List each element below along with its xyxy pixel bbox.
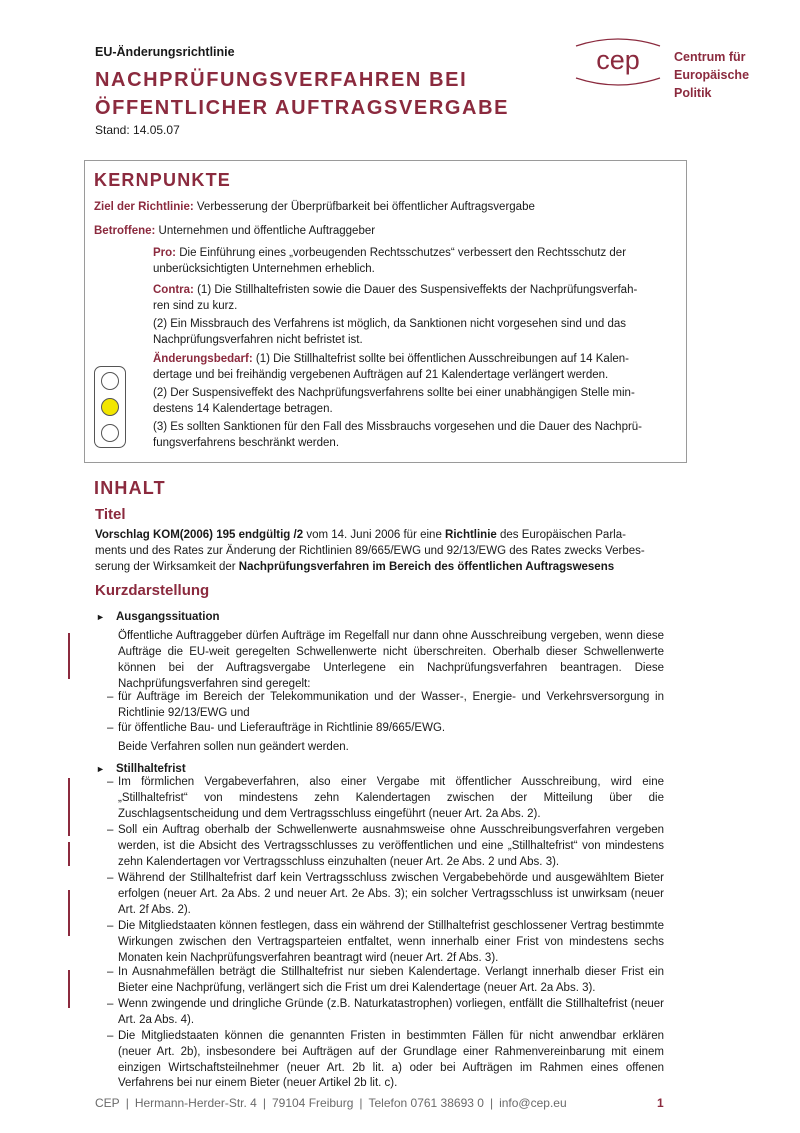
titel-line-2: ments und des Rates zur Änderung der Richtlinien 89/665/EWG und 92/13/EWG des Rates zwecks Verbes- (95, 545, 645, 557)
traffic-light-icon (94, 366, 126, 448)
footer-org: CEP (95, 1096, 120, 1110)
inhalt-heading: INHALT (94, 478, 166, 498)
still-item-2-text: Soll ein Auftrag oberhalb der Schwellenwerte ausnahmsweise ohne Ausschreibungsverfahren vergeben werden, ist die Absicht des Vertragsschlusses zu veröffentlichen und eine „Stillhaltefrist“ von mindestens zehn Kalendertagen vor Vertragsschluss einzuhalten (neuer Art. 2e Abs. 2 und Abs. 3). (118, 824, 664, 868)
ziel-text: Verbesserung der Überprüfbarkeit bei öffentlicher Auftragsvergabe (196, 201, 535, 213)
still-list-item: – Wenn zwingende und dringliche Gründe (z.B. Naturkatastrophen) vorliegen, entfällt die Stillhaltefrist (neuer Art. 2a Abs. 4). (107, 998, 664, 1026)
still-item-5-text: In Ausnahmefällen beträgt die Stillhaltefrist nur sieben Kalendertage. Verlangt innerhalb dieser Frist ein Bieter eine Nachprüfung, verlängert sich die Frist um drei Kalendertage (neuer Art. 2a Abs. 3). (118, 966, 664, 994)
still-list-item: – Die Mitgliedstaaten können die genannten Fristen in bestimmten Fällen für nicht anwendbar erklären (neuer Art. 2b), insbesondere bei Aufträgen auf der Grundlage einer Rahmenvereinbarung mit einem einzigen Wirtschaftsteilnehmer (neuer Art. 2b lit. a) oder bei Aufträgen im Rahmen eines offenen Verfahrens bei nur einem Bieter (neuer Artikel 2b lit. c). (107, 1030, 664, 1090)
betroffene-text: Unternehmen und öffentliche Auftraggeber (158, 225, 376, 237)
aenderung-2-cont: destens 14 Kalendertage betragen. (153, 402, 333, 415)
still-list-item: – In Ausnahmefällen beträgt die Stillhaltefrist nur sieben Kalendertage. Verlangt innerhalb dieser Frist ein Bieter eine Nachprüfung, verlängert sich die Frist um drei Kalendertage (neuer Art. 2a Abs. 3). (107, 966, 664, 994)
change-marker (68, 778, 70, 836)
aenderung-2: (2) Der Suspensiveffekt des Nachprüfungsverfahrens sollte bei einer unabhängigen Stelle min- (153, 387, 635, 399)
change-marker (68, 890, 70, 936)
aenderung-1-cont: dertage und bei freihändig vergebenen Aufträgen auf 21 Kalendertage verlängert werden. (153, 368, 609, 381)
titel-text-2: des Europäischen Parla- (496, 529, 626, 541)
pro-block (153, 246, 673, 277)
footer-city: 79104 Freiburg (271, 1096, 354, 1110)
contra-2-cont: Nachprüfungsverfahren nicht befristet ist. (153, 333, 363, 346)
ausgang-list-item: – für öffentliche Bau- und Lieferaufträge in Richtlinie 89/665/EWG. (107, 722, 446, 734)
ausgang-heading-text: Ausgangssituation (116, 611, 220, 623)
still-list-item: – Während der Stillhaltefrist darf kein Vertragsschluss zwischen Vergabebehörde und ausgewähltem Bieter erfolgen (neuer Art. 2a Abs. 2 und neuer Art. 2e Abs. 3); ein solcher Vertragsschluss ist unwirksam (neuer Art. 2f Abs. 2). (107, 872, 664, 916)
bullet-arrow-icon: ► (96, 764, 105, 774)
org-line-2: Europäische (674, 68, 750, 82)
contra-label: Contra: (153, 284, 194, 296)
aenderung-block (153, 352, 673, 451)
still-list-item: – Im förmlichen Vergabeverfahren, also einer Vergabe mit öffentlicher Ausschreibung, wird eine „Stillhaltefrist“ von mindestens zehn Kalendertagen zwischen der Mitteilung über die Zuschlagsentscheidung und dem Vertragsschluss eingeführt (neuer Art. 2a Abs. 2). (107, 776, 664, 820)
contra-block (153, 283, 673, 348)
contra-1: (1) Die Stillhaltefristen sowie die Dauer des Suspensiveffekts der Nachprüfungsverfah- (197, 284, 638, 296)
page-title (95, 66, 509, 122)
still-list-item: – Soll ein Auftrag oberhalb der Schwellenwerte ausnahmsweise ohne Ausschreibungsverfahren vergeben werden, ist die Absicht des Vertragsschlusses zu veröffentlichen und eine „Stillhaltefrist“ von mindestens zehn Kalendertagen vor Vertragsschluss einzuhalten (neuer Art. 2e Abs. 2 und Abs. 3). (107, 824, 664, 868)
traffic-light-middle-lamp (101, 398, 119, 416)
org-line-1: Centrum für (674, 50, 746, 64)
kernpunkte-heading: KERNPUNKTE (94, 170, 232, 190)
still-item-6-text: Wenn zwingende und dringliche Gründe (z.B. Naturkatastrophen) vorliegen, entfällt die Stillhaltefrist (neuer Art. 2a Abs. 4). (118, 998, 664, 1026)
contra-2: (2) Ein Missbrauch des Verfahrens ist möglich, da Sanktionen nicht vorgesehen sind und das (153, 318, 627, 330)
still-item-1-text: Im förmlichen Vergabeverfahren, also einer Vergabe mit öffentlicher Ausschreibung, wird eine „Stillhaltefrist“ von mindestens zehn Kalendertagen zwischen der Mitteilung über die Zuschlagsentscheidung und dem Vertragsschluss eingeführt (neuer Art. 2a Abs. 2). (118, 776, 664, 820)
ausgang-closing: Beide Verfahren sollen nun geändert werden. (118, 741, 349, 753)
document-type: EU-Änderungsrichtlinie (95, 45, 235, 59)
titel-text-1: vom 14. Juni 2006 für eine (303, 529, 446, 541)
traffic-light-bottom-lamp (101, 424, 119, 442)
aenderung-3: (3) Es sollten Sanktionen für den Fall des Missbrauchs vorgesehen und die Dauer des Nachprü- (153, 421, 643, 433)
aenderung-label: Änderungsbedarf: (153, 353, 253, 365)
still-item-4-text: Die Mitgliedstaaten können festlegen, dass ein während der Stillhaltefrist geschlossener Vertrag bestimmte Wirkungen zwischen den Vertragsparteien entfaltet, wenn innerhalb einer Frist von mindestens sechs Monaten kein Nachprüfungsverfahren beantragt wird (neuer Art. 2f Abs. 3). (118, 920, 664, 964)
ausgang-item-1-text: für Aufträge im Bereich der Telekommunikation und der Wasser-, Energie- und Verkehrsversorgung in Richtlinie 92/13/EWG und (118, 691, 664, 719)
change-marker (68, 970, 70, 1008)
organization-name (674, 48, 749, 102)
change-marker (68, 842, 70, 866)
ausgang-heading (96, 609, 220, 625)
aenderung-3-cont: fungsverfahrens beschränkt werden. (153, 436, 340, 449)
aenderung-1: (1) Die Stillhaltefrist sollte bei öffentlichen Ausschreibungen auf 14 Kalen- (255, 353, 629, 365)
betroffene-label: Betroffene: (94, 225, 156, 237)
org-line-3: Politik (674, 86, 712, 100)
logo-text: cep (596, 45, 640, 75)
page-footer: CEP | Hermann-Herder-Str. 4 | 79104 Freiburg | Telefon 0761 38693 0 | info@cep.eu (95, 1096, 567, 1110)
titel-heading: Titel (95, 506, 126, 523)
ausgang-list-item: – für Aufträge im Bereich der Telekommunikation und der Wasser-, Energie- und Verkehrsversorgung in Richtlinie 92/13/EWG und (107, 691, 664, 719)
betroffene-row (94, 224, 375, 240)
titel-bold-1: Vorschlag KOM(2006) 195 endgültig /2 (95, 529, 304, 541)
title-line-2: ÖFFENTLICHER AUFTRAGSVERGABE (95, 97, 510, 119)
ausgang-item-2-text: für öffentliche Bau- und Lieferaufträge in Richtlinie 89/665/EWG. (118, 722, 446, 734)
page-number: 1 (657, 1096, 664, 1110)
titel-line-3: serung der Wirksamkeit der (95, 561, 239, 573)
pro-text: Die Einführung eines „vorbeugenden Rechtsschutzes“ verbessert den Rechtsschutz der (179, 247, 627, 259)
ausgang-paragraph: Öffentliche Auftraggeber dürfen Aufträge im Regelfall nur dann ohne Ausschreibung vergeben, wenn diese Aufträge die EU-weit geregelten Schwellenwerte nicht überschreiten. Oberhalb dieser Schwellenwerte können bei der Auftragsvergabe Unterlegene ein Nachprüfungsverfahren beantragen. Diese Nachprüfungsverfahren sind geregelt: (118, 630, 664, 690)
stand-date: Stand: 14.05.07 (95, 123, 180, 137)
footer-email-link[interactable]: info@cep.eu (499, 1096, 567, 1110)
still-heading-text: Stillhaltefrist (116, 763, 186, 775)
titel-paragraph (95, 527, 665, 575)
ziel-label: Ziel der Richtlinie: (94, 201, 194, 213)
traffic-light-top-lamp (101, 372, 119, 390)
title-line-1: NACHPRÜFUNGSVERFAHREN BEI (95, 69, 468, 91)
footer-phone: Telefon 0761 38693 0 (368, 1096, 484, 1110)
pro-text-cont: unberücksichtigten Unternehmen erheblich. (153, 262, 375, 275)
titel-bold-2: Richtlinie (445, 529, 497, 541)
bullet-arrow-icon: ► (96, 612, 105, 622)
still-list-item: – Die Mitgliedstaaten können festlegen, dass ein während der Stillhaltefrist geschlossener Vertrag bestimmte Wirkungen zwischen den Vertragsparteien entfaltet, wenn innerhalb einer Frist von mindestens sechs Monaten kein Nachprüfungsverfahren beantragt wird (neuer Art. 2f Abs. 3). (107, 920, 664, 964)
pro-label: Pro: (153, 247, 176, 259)
titel-line-3-bold: Nachprüfungsverfahren im Bereich des öffentlichen Auftragswesens (238, 561, 615, 573)
cep-logo (568, 34, 668, 90)
contra-1-cont: ren sind zu kurz. (153, 299, 238, 312)
footer-street: Hermann-Herder-Str. 4 (134, 1096, 257, 1110)
ziel-row (94, 200, 535, 216)
change-marker (68, 633, 70, 679)
still-item-3-text: Während der Stillhaltefrist darf kein Vertragsschluss zwischen Vergabebehörde und ausgewähltem Bieter erfolgen (neuer Art. 2a Abs. 2 und neuer Art. 2e Abs. 3); ein solcher Vertragsschluss ist unwirksam (neuer Art. 2f Abs. 2). (118, 872, 664, 916)
kurzdarstellung-heading: Kurzdarstellung (95, 582, 210, 599)
still-item-7-text: Die Mitgliedstaaten können die genannten Fristen in bestimmten Fällen für nicht anwendbar erklären (neuer Art. 2b), insbesondere bei Aufträgen auf der Grundlage einer Rahmenvereinbarung mit einem einzigen Wirtschaftsteilnehmer (neuer Art. 2b lit. a) oder bei Aufträgen im Rahmen eines offenen Verfahrens bei nur einem Bieter (neuer Artikel 2b lit. c). (118, 1030, 664, 1090)
